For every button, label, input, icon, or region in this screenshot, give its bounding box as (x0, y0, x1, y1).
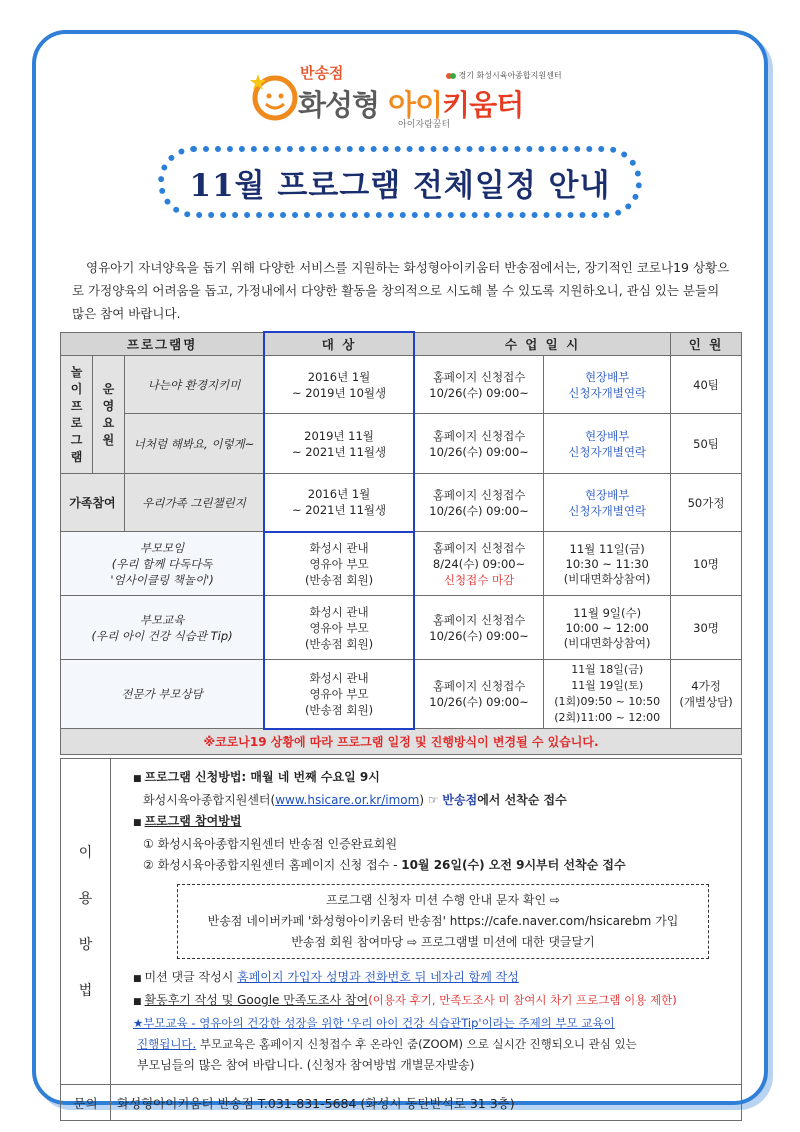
intro-text: 영유아기 자녀양육을 돕기 위해 다양한 서비스를 지원하는 화성형아이키움터 반송점에서는, 장기적인 코로나19 상황으로 가정양육의 어려움을 돕고, 가정내에서 다양한 활동을 창의적으로 시도해 볼 수 있도록 지원하오니, 관심 있는 분들의 많은 참여 바랍니다. (72, 260, 730, 321)
page-title: 11월 프로그램 전체일정 안내 (189, 167, 611, 204)
inquiry-text: 화성형아이키움터 반송점 T.031-831-5684 (화성시 동탄반석로 31 3층) (111, 1085, 742, 1121)
table-row (61, 356, 742, 414)
date-cell: 11월 9일(수) 10:00 ~ 12:00 (비대면화상참여) (544, 596, 671, 660)
program-name: 우리가족 그린챌린지 (124, 474, 264, 532)
schedule-table (60, 331, 742, 755)
usage-table (60, 758, 742, 1121)
hsicare-link[interactable]: www.hsicare.or.kr/imom (275, 793, 420, 807)
group-family: 가족참여 (61, 474, 125, 532)
header-target: 대 상 (264, 332, 414, 356)
org-logo-icon (446, 72, 456, 80)
covid-notice: ※코로나19 상황에 따라 프로그램 일정 및 진행방식이 변경될 수 있습니다. (61, 729, 742, 755)
target-cell: 2016년 1월 ~ 2021년 11월생 (264, 474, 414, 532)
logo-main: 화성형 아이키움터 (298, 88, 524, 122)
logo-sub: 아이자람꿈터 (398, 120, 451, 130)
table-row (61, 474, 742, 532)
header-count: 인 원 (671, 332, 742, 356)
header-program: 프로그램명 (61, 332, 265, 356)
usage-line: 부모님들의 많은 참여 바랍니다. (신청자 참여방법 개별문자발송) (137, 1058, 475, 1072)
date-cell: 11월 11일(금) 10:30 ~ 11:30 (비대면화상참여) (544, 532, 671, 596)
apply-cell: 홈페이지 신청접수 10/26(수) 09:00~ (414, 596, 544, 660)
apply-cell: 홈페이지 신청접수 10/26(수) 09:00~ (414, 660, 544, 729)
usage-label: 이 용 방 법 (61, 759, 111, 1085)
subgroup-operation: 운 영 요 원 (92, 356, 124, 474)
count-cell: 30명 (671, 596, 742, 660)
usage-line: ■ 프로그램 신청방법: 매월 네 번째 수요일 9시 (133, 770, 380, 784)
logo (248, 56, 568, 134)
target-cell: 화성시 관내 영유아 부모 (반송점 회원) (264, 660, 414, 729)
logo-org: 경기 화성시육아종합지원센터 (446, 70, 562, 81)
count-cell: 50팀 (671, 414, 742, 474)
target-cell: 화성시 관내 영유아 부모 (반송점 회원) (264, 532, 414, 596)
usage-line: 진행됩니다. 부모교육은 홈페이지 신청접수 후 온라인 줌(ZOOM) 으로 실시간 진행되오니 관심 있는 (137, 1037, 637, 1051)
program-name: 나는야 환경지키미 (124, 356, 264, 414)
usage-body (111, 759, 742, 1085)
program-name: 부모모임 (우리 함께 다독다독 '엄사이클링 책놀이') (61, 532, 265, 596)
count-cell: 40팀 (671, 356, 742, 414)
date-cell: 현장배부 신청자개별연락 (544, 414, 671, 474)
usage-line: 화성시육아종합지원센터(www.hsicare.or.kr/imom) ☞ 반송점에서 선착순 접수 (143, 793, 567, 807)
date-cell: 현장배부 신청자개별연락 (544, 356, 671, 414)
apply-cell: 홈페이지 신청접수 10/26(수) 09:00~ (414, 414, 544, 474)
target-cell: 2019년 11월 ~ 2021년 11월생 (264, 414, 414, 474)
target-cell: 2016년 1월 ~ 2019년 10월생 (264, 356, 414, 414)
apply-cell: 홈페이지 신청접수 10/26(수) 09:00~ (414, 474, 544, 532)
usage-line: ★부모교육 - 영유아의 건강한 성장을 위한 '우리 아이 건강 식습관Tip'이라는 주제의 부모 교육이 (133, 1016, 615, 1030)
inquiry-label: 문의 (61, 1085, 111, 1121)
table-row (61, 532, 742, 596)
usage-line: ① 화성시육아종합지원센터 반송점 인증완료회원 (143, 837, 398, 851)
target-cell: 화성시 관내 영유아 부모 (반송점 회원) (264, 596, 414, 660)
usage-line: ■ 활동후기 작성 및 Google 만족도조사 참여(이용자 후기, 만족도조사 미 참여시 차기 프로그램 이용 제한) (133, 993, 677, 1007)
count-cell: 50가정 (671, 474, 742, 532)
program-name: 너처럼 해봐요, 이렇게~ (124, 414, 264, 474)
closed-notice: 신청접수 마감 (443, 572, 515, 587)
usage-line: ■ 미션 댓글 작성시 홈페이지 가입자 성명과 전화번호 뒤 네자리 함께 작성 (133, 970, 519, 984)
inquiry-row (61, 1085, 742, 1121)
program-name: 전문가 부모상담 (61, 660, 265, 729)
title-box (158, 146, 642, 218)
table-row (61, 660, 742, 729)
usage-line: ■ 프로그램 참여방법 (133, 814, 242, 828)
apply-cell: 홈페이지 신청접수 8/24(수) 09:00~ 신청접수 마감 (414, 532, 544, 596)
count-cell: 4가정 (개별상담) (671, 660, 742, 729)
intro (72, 256, 732, 325)
group-play-program: 놀 이 프 로 그 램 (61, 356, 93, 474)
date-cell: 11월 18일(금) 11월 19일(토) (1회)09:50 ~ 10:50 (2회)11:00 ~ 12:00 (544, 660, 671, 729)
notice-row (61, 729, 742, 755)
usage-row (61, 759, 742, 1085)
program-name: 부모교육 (우리 아이 건강 식습관 Tip) (61, 596, 265, 660)
smiley-face-icon (248, 68, 302, 122)
usage-line: ② 화성시육아종합지원센터 홈페이지 신청 접수 - 10월 26일(수) 오전 9시부터 선착순 접수 (143, 858, 626, 872)
date-cell: 현장배부 신청자개별연락 (544, 474, 671, 532)
cafe-link[interactable]: https://cafe.naver.com/hsicarebm (449, 914, 652, 928)
header-class-date: 수 업 일 시 (414, 332, 671, 356)
count-cell: 10명 (671, 532, 742, 596)
table-header-row (61, 332, 742, 356)
logo-branch: 반송점 (300, 64, 344, 82)
mission-box: 프로그램 신청자 미션 수행 안내 문자 확인 ⇨ 반송점 네이버카페 '화성형아이키움터 반송점' https://cafe.naver.com/hsicarebm 가입 반송점 회원 참여마당 ⇨ 프로그램별 미션에 대한 댓글달기 (177, 884, 709, 959)
table-row (61, 414, 742, 474)
table-row (61, 596, 742, 660)
apply-cell: 홈페이지 신청접수 10/26(수) 09:00~ (414, 356, 544, 414)
